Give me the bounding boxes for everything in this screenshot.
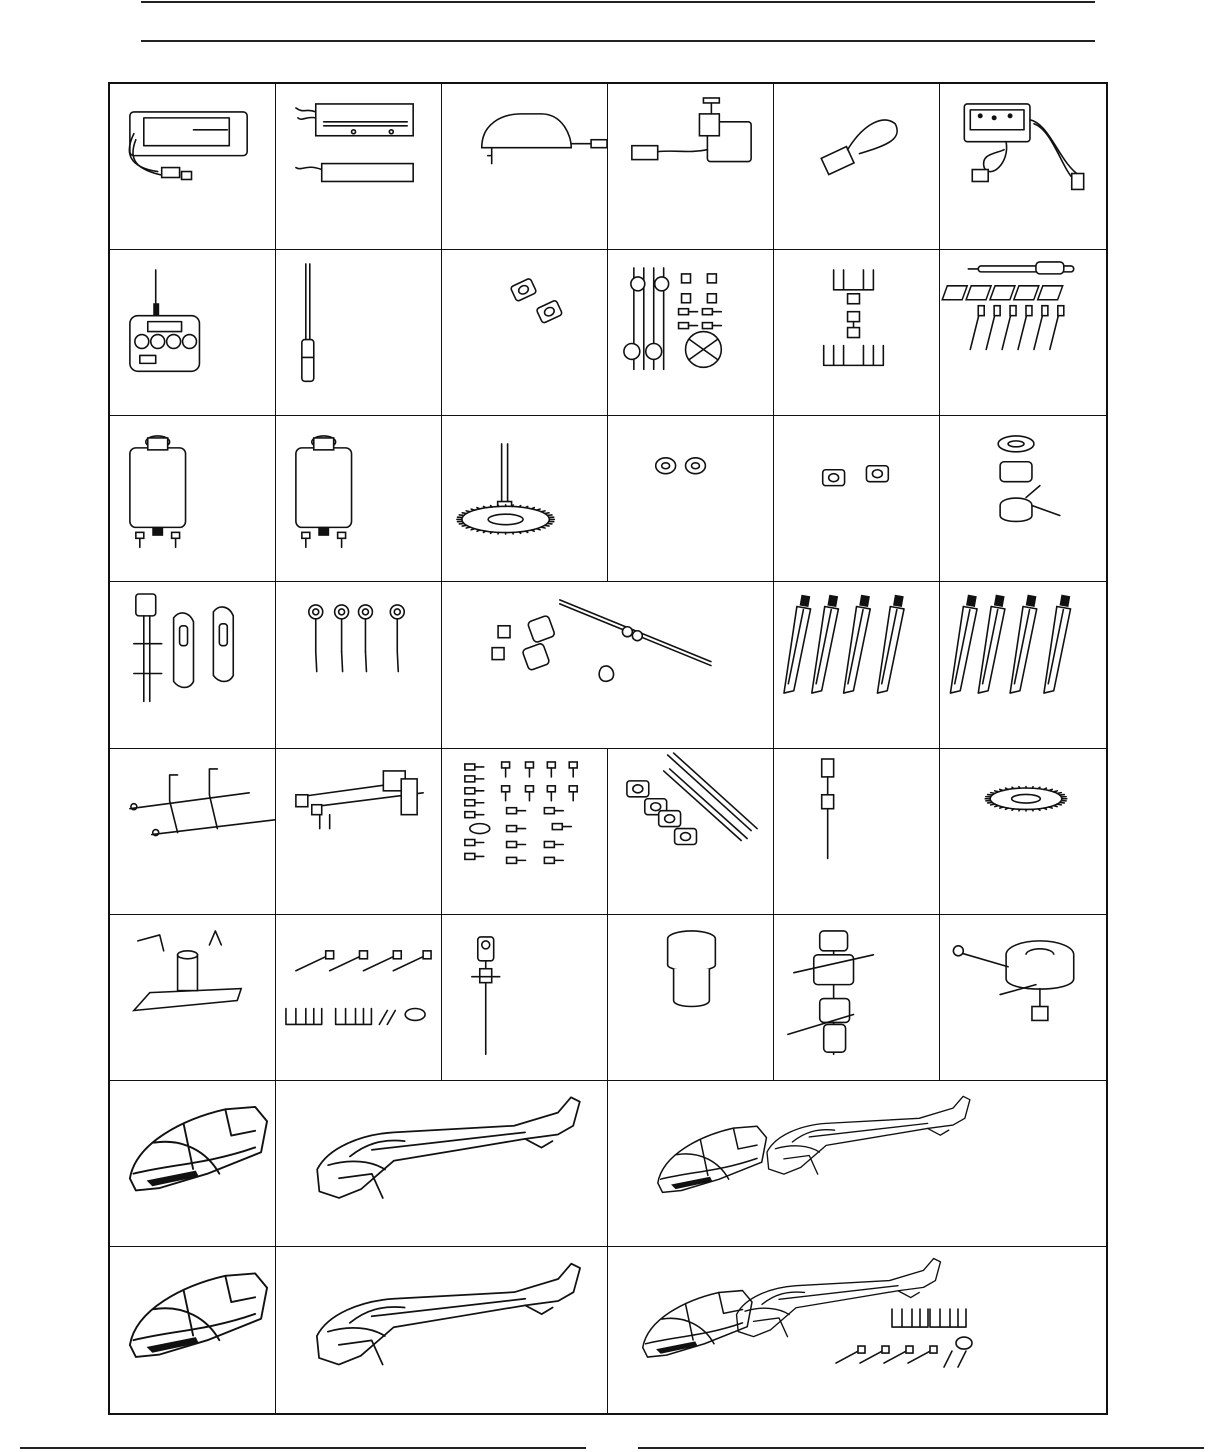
servo-icon — [608, 84, 773, 249]
part-canopy-holder — [774, 250, 940, 416]
part-canopy-mount-set — [276, 915, 442, 1081]
landing-skid-icon — [110, 749, 275, 914]
part-fuselage-a — [276, 1081, 608, 1247]
part-linkage-set — [608, 250, 774, 416]
part-servo-push-rods — [276, 749, 442, 915]
rotor-hub-icon — [110, 582, 275, 747]
transmitter-icon — [110, 250, 275, 415]
inner-shaft-icon — [774, 749, 939, 914]
ball-links-icon — [276, 582, 441, 747]
part-servo — [608, 84, 774, 250]
part-rubber-dampers — [442, 250, 608, 416]
part-inner-shaft — [774, 749, 940, 915]
binding-plug-icon — [774, 84, 939, 249]
screws-icon — [442, 749, 607, 914]
battery-pack-icon — [110, 84, 275, 249]
main-blades-icon — [774, 582, 939, 747]
part-tool-set — [940, 250, 1106, 416]
part-outer-shaft-assy — [442, 915, 608, 1081]
part-bearing-holder — [940, 416, 1106, 582]
part-antenna — [276, 250, 442, 416]
bearing-holder-icon — [940, 416, 1106, 581]
part-landing-skid — [110, 749, 276, 915]
fuselage-icon — [276, 1081, 607, 1246]
gear-icon — [940, 749, 1106, 914]
frame-plate-icon — [110, 915, 275, 1080]
body-set-icon — [608, 1081, 1106, 1246]
flybar-icon — [442, 582, 773, 747]
part-transmitter — [110, 250, 276, 416]
part-main-blades-b — [940, 582, 1106, 748]
receiver-board-icon — [940, 84, 1106, 249]
fuselage-icon — [276, 1247, 607, 1413]
canopy-mount-icon — [276, 915, 441, 1080]
part-canopy-b — [110, 1247, 276, 1413]
canopy-holder-icon — [774, 250, 939, 415]
part-body-set-b — [608, 1247, 1106, 1413]
footer-rule-left — [20, 1447, 586, 1449]
part-main-motor-a — [110, 416, 276, 582]
part-rotor-head-assy — [774, 915, 940, 1081]
header-rule-bottom — [141, 40, 1095, 42]
part-fuselage-b — [276, 1247, 608, 1413]
part-collars — [608, 416, 774, 582]
dampers-icon — [442, 250, 607, 415]
part-binding-plug — [774, 84, 940, 250]
part-battery-labels — [276, 84, 442, 250]
part-shaft-bearings — [608, 749, 774, 915]
part-swashplate — [940, 915, 1106, 1081]
antenna-icon — [276, 250, 441, 415]
tool-set-icon — [940, 250, 1106, 415]
collars-icon — [608, 416, 773, 581]
main-blades-icon — [940, 582, 1106, 747]
rotor-head-icon — [774, 915, 939, 1080]
motor-icon — [110, 416, 275, 581]
bushing-icon — [608, 915, 773, 1080]
wall-charger-icon — [442, 84, 607, 249]
part-body-set-a — [608, 1081, 1106, 1247]
canopy-icon — [110, 1247, 275, 1413]
linkage-set-icon — [608, 250, 773, 415]
part-bearings — [774, 416, 940, 582]
part-main-motor-b — [276, 416, 442, 582]
battery-labels-icon — [276, 84, 441, 249]
main-gear-shaft-icon — [442, 416, 607, 581]
header-rule-top — [141, 1, 1095, 3]
outer-shaft-icon — [442, 915, 607, 1080]
part-screw-set — [442, 749, 608, 915]
part-flybar-set — [442, 582, 774, 748]
body-set-with-parts-icon — [608, 1247, 1106, 1413]
part-lipo-battery — [110, 84, 276, 250]
part-wall-charger — [442, 84, 608, 250]
part-bushing — [608, 915, 774, 1081]
part-rotor-head-hub — [110, 582, 276, 748]
part-receiver-board — [940, 84, 1106, 250]
shafts-bearings-icon — [608, 749, 773, 914]
part-canopy-a — [110, 1081, 276, 1247]
parts-grid — [108, 82, 1108, 1415]
push-rods-icon — [276, 749, 441, 914]
part-ball-links — [276, 582, 442, 748]
footer-rule-right — [638, 1447, 1204, 1449]
canopy-icon — [110, 1081, 275, 1246]
part-frame-plate — [110, 915, 276, 1081]
part-main-gear-shaft — [442, 416, 608, 582]
swashplate-icon — [940, 915, 1106, 1080]
part-lower-gear — [940, 749, 1106, 915]
bearings-icon — [774, 416, 939, 581]
part-main-blades-a — [774, 582, 940, 748]
motor-icon — [276, 416, 441, 581]
